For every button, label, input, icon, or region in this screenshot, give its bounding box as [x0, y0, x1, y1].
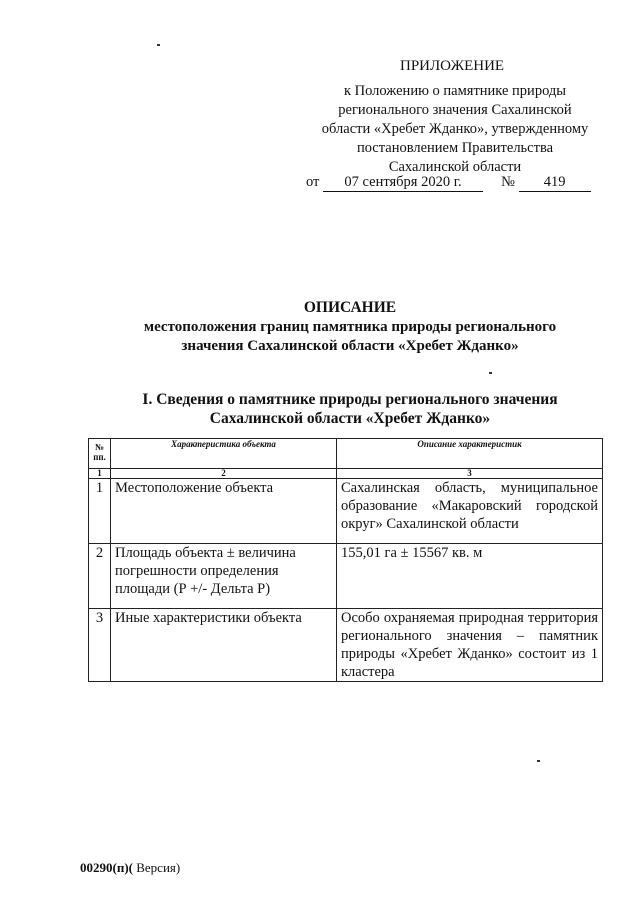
section-title — [60, 390, 640, 428]
row-number: 3 — [89, 609, 111, 682]
row-number: 2 — [89, 544, 111, 609]
document-title: ОПИСАНИЕ — [303, 299, 397, 316]
row-description: Особо охраняемая природная территория регионального значения – памятник природы «Хребет Жданко» состоит из 1 кластера — [337, 609, 603, 682]
resolution-date: 07 сентября 2020 г. — [323, 174, 483, 192]
appendix-line: области «Хребет Жданко», утвержденному — [321, 121, 589, 137]
scan-speck — [537, 760, 540, 762]
index-cell: 2 — [111, 469, 337, 479]
index-cell: 3 — [337, 469, 603, 479]
appendix-title: ПРИЛОЖЕНИЕ — [400, 58, 505, 74]
footer-document-code — [80, 860, 180, 876]
appendix-line: регионального значения Сахалинской — [338, 102, 572, 118]
row-characteristic: Площадь объекта ± величина погрешности определения площади (Р +/- Дельта Р) — [111, 544, 337, 609]
row-characteristic: Местоположение объекта — [111, 479, 337, 544]
header-number-line: № — [94, 442, 105, 452]
table-index-row — [89, 469, 603, 479]
appendix-line: постановлением Правительства — [356, 140, 554, 156]
section-title-line: I. Сведения о памятнике природы регионального значения — [142, 391, 558, 408]
subtitle-line: значения Сахалинской области «Хребет Жданко» — [181, 338, 519, 354]
table-header-row — [89, 439, 603, 469]
table-row — [89, 544, 603, 609]
date-prefix: от — [306, 174, 320, 190]
object-info-table — [88, 438, 603, 682]
row-description: 155,01 га ± 15567 кв. м — [337, 544, 603, 609]
table-row — [89, 479, 603, 544]
footer-version: Версия) — [132, 860, 181, 875]
header-number-line: пп. — [93, 452, 106, 462]
row-characteristic: Иные характеристики объекта — [111, 609, 337, 682]
index-cell: 1 — [89, 469, 111, 479]
appendix-line: Сахалинской области — [388, 159, 522, 175]
appendix-line: к Положению о памятнике природы — [343, 83, 567, 99]
header-description: Описание характеристик — [337, 439, 603, 469]
header-characteristic: Характеристика объекта — [111, 439, 337, 469]
document-subtitle — [60, 318, 640, 356]
resolution-number: 419 — [519, 174, 591, 192]
scan-speck — [157, 44, 160, 46]
number-sign: № — [501, 174, 515, 190]
footer-code: 00290(п)( — [80, 860, 133, 875]
row-number: 1 — [89, 479, 111, 544]
resolution-date-line — [306, 174, 591, 192]
section-title-line: Сахалинской области «Хребет Жданко» — [209, 410, 491, 427]
scan-speck — [489, 372, 492, 374]
header-number — [89, 439, 111, 469]
subtitle-line: местоположения границ памятника природы регионального — [143, 319, 557, 335]
table-row — [89, 609, 603, 682]
appendix-reference — [290, 82, 620, 177]
row-description: Сахалинская область, муниципальное образование «Макаровский городской округ» Сахалинской области — [337, 479, 603, 544]
